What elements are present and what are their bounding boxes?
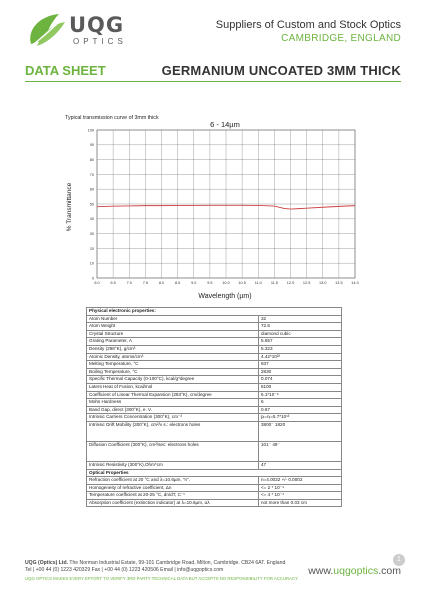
footer-contact: Tel | +00 44 (0) 1223 420329 Fax | +00 44 (0) 1223 420506 Email | info@uqgoptics.com [25, 567, 224, 574]
url-main: uqgoptics [333, 565, 379, 577]
table-row [87, 391, 342, 399]
table-row [87, 353, 342, 361]
property-name: Atom Number [87, 315, 259, 323]
y-tick-label: 0 [91, 276, 94, 281]
footer [25, 560, 325, 582]
x-tick-label: 6.5 [110, 281, 116, 285]
x-tick-label: 12.0 [286, 281, 295, 285]
product-title: GERMANIUM UNCOATED 3MM THICK [161, 63, 401, 78]
table-row [87, 323, 342, 331]
y-tick-label: 30 [89, 232, 94, 236]
property-value: 5.657 [259, 338, 342, 346]
footer-address-line [25, 560, 325, 567]
properties-table [86, 307, 342, 507]
footer-address: The Norman Industrial Estate, 99-101 Cambridge Road, Milton, Cambridge. CB24 6AT. England. [68, 560, 287, 566]
url-suffix: .com [378, 565, 401, 577]
property-name: Atomic Density, atoms/cm³ [87, 353, 259, 361]
y-axis-label: % Transmittance [66, 182, 73, 232]
table-row [87, 368, 342, 376]
x-tick-label: 13.0 [319, 281, 327, 285]
x-tick-label: 12.5 [302, 281, 311, 285]
brand-name: UQG [69, 13, 125, 37]
website-link[interactable] [308, 565, 401, 577]
property-value: 32 [259, 315, 342, 323]
x-tick-label: 9.5 [207, 281, 213, 285]
property-name: Intrinsic Carriers Concentration (300°K), cm⁻³ [87, 414, 259, 422]
page-number: 1 [393, 554, 405, 566]
y-tick-label: 20 [89, 246, 94, 251]
table-row [87, 461, 342, 469]
property-value: 2830 [259, 368, 342, 376]
property-name: Boiling Temperature, °C [87, 368, 259, 376]
property-name: Mohs Hardness [87, 399, 259, 407]
table-row [87, 492, 342, 500]
transmission-chart [55, 110, 365, 300]
property-value: <= 4 * 10⁻⁴ [259, 492, 342, 500]
x-tick-label: 11.0 [254, 281, 262, 285]
property-name: Grating Parameter, A [87, 338, 259, 346]
table-row [87, 406, 342, 414]
table-section-header [87, 469, 342, 477]
property-value: 101⁻ 49⁻ [259, 441, 342, 461]
tagline-location: CAMBRIDGE, ENGLAND [281, 33, 401, 44]
property-name: Homogeneity of refractive coefficient, Δn [87, 484, 259, 492]
property-value: 6 [259, 399, 342, 407]
property-name: Refraction coefficient at 20 °C and λ=10.6µm, "n". [87, 477, 259, 485]
table-row [87, 499, 342, 507]
table-row [87, 361, 342, 369]
property-value: 8100 [259, 383, 342, 391]
x-tick-label: 13.5 [335, 281, 343, 285]
uqg-logo[interactable] [25, 8, 145, 52]
brand-subtitle: OPTICS [73, 37, 127, 46]
table-row [87, 414, 342, 422]
y-tick-labels [88, 128, 94, 280]
property-name: Band Gap, direct (300°K), e. V. [87, 406, 259, 414]
property-value: n=4.0032 +/- 0.0002 [259, 477, 342, 485]
footer-company: UQG (Optics) Ltd. [25, 560, 69, 566]
table-row [87, 315, 342, 323]
tagline-text: Suppliers of Custom and Stock Optics [215, 19, 401, 31]
property-value: pᵢ=nᵢ=5.7*10¹³ [259, 414, 342, 422]
url-prefix: www. [308, 565, 334, 577]
property-name: Temperature coefficient at 20-25 °C, dn/dT, C⁻¹ [87, 492, 259, 500]
property-value: 6.1*10⁻⁶ [259, 391, 342, 399]
header-tagline [216, 19, 401, 44]
y-tick-label: 90 [89, 143, 94, 148]
x-axis-label: Wavelength (µm) [198, 293, 252, 300]
x-tick-label: 7.5 [142, 281, 149, 285]
x-tick-label: 8.5 [174, 281, 181, 285]
table-row [87, 484, 342, 492]
table-row [87, 345, 342, 353]
property-name: Density (298°K), g/cm³ [87, 345, 259, 353]
property-name: Crystal Structure [87, 330, 259, 338]
section-heading: Physical electronic properties: [87, 308, 342, 316]
x-tick-label: 14.0 [351, 281, 359, 285]
table-row [87, 477, 342, 485]
y-tick-label: 40 [89, 217, 94, 222]
table-row [87, 376, 342, 384]
property-value: 47 [259, 461, 342, 469]
property-value: 3800⁻ 1820 [259, 421, 342, 441]
table-row [87, 421, 342, 441]
x-tick-label: 8.0 [158, 281, 165, 285]
x-tick-label: 10.0 [222, 281, 230, 285]
property-value: 72.6 [259, 323, 342, 331]
x-tick-label: 7.0 [126, 281, 132, 285]
table-row [87, 383, 342, 391]
property-value: 5.323 [259, 345, 342, 353]
x-tick-label: 10.5 [238, 281, 246, 285]
table-row [87, 338, 342, 346]
leaf-logo-icon [25, 10, 67, 50]
table-row [87, 399, 342, 407]
section-heading: Optical Properties [87, 469, 342, 477]
property-name: Atom Weight [87, 323, 259, 331]
property-value: <= 2 * 10⁻⁴ [259, 484, 342, 492]
chart-grid [97, 130, 355, 278]
property-value: 0.074 [259, 376, 342, 384]
property-value: diamond cubic [259, 330, 342, 338]
y-tick-label: 10 [89, 261, 94, 266]
y-tick-label: 50 [89, 202, 94, 207]
property-value: 937 [259, 361, 342, 369]
table-row [87, 330, 342, 338]
property-value: not more than 0.03 cm [259, 499, 342, 507]
property-name: Coefficient of Linear Thermal Expansion (293°K), cm/degree [87, 391, 259, 399]
property-name: Melting Temperature, °C [87, 361, 259, 369]
footer-disclaimer: UQG OPTICS MAKES EVERY EFFORT TO VERIFY 3RD PARTY TECHNICAL DATA BUT ACCEPTS NO RESPONSIBILITY FOR ACCURACY [25, 575, 298, 581]
x-tick-label: 9.0 [191, 281, 197, 285]
chart-title: Typical transmission curve of 3mm thick [65, 115, 159, 121]
y-tick-label: 60 [89, 187, 94, 192]
y-tick-label: 70 [89, 172, 94, 177]
x-tick-label: 6.0 [94, 281, 100, 285]
property-value: 4.42*10²² [259, 353, 342, 361]
table-row [87, 441, 342, 461]
x-tick-label: 11.5 [270, 281, 278, 285]
property-name: Diffusion Coefficient (300°K), cm²/sec: electrons holes [87, 441, 259, 461]
property-name: Intrinsic Drift Mobility (300°K), cm²/v s.: electrons holes [87, 421, 259, 441]
table-section-header [87, 308, 342, 316]
y-tick-label: 100 [87, 128, 94, 133]
property-name: Absorption coefficient (extinction indicator) at λ=10.6µm, αλ [87, 499, 259, 507]
chart-subtitle: 6 - 14µm [210, 120, 240, 129]
property-name: Intrinsic Resistivity (300°K),Ohm*cm [87, 461, 259, 469]
x-tick-labels [94, 281, 358, 285]
document-type: DATA SHEET [25, 63, 106, 78]
property-name: Latent Heat of Fusion, kcal/mol [87, 383, 259, 391]
property-value: 0.67 [259, 406, 342, 414]
property-name: Specific Thermal Capacity (0-100°C), kcal/g*degree [87, 376, 259, 384]
y-tick-label: 80 [89, 158, 94, 162]
title-bar [25, 63, 401, 82]
